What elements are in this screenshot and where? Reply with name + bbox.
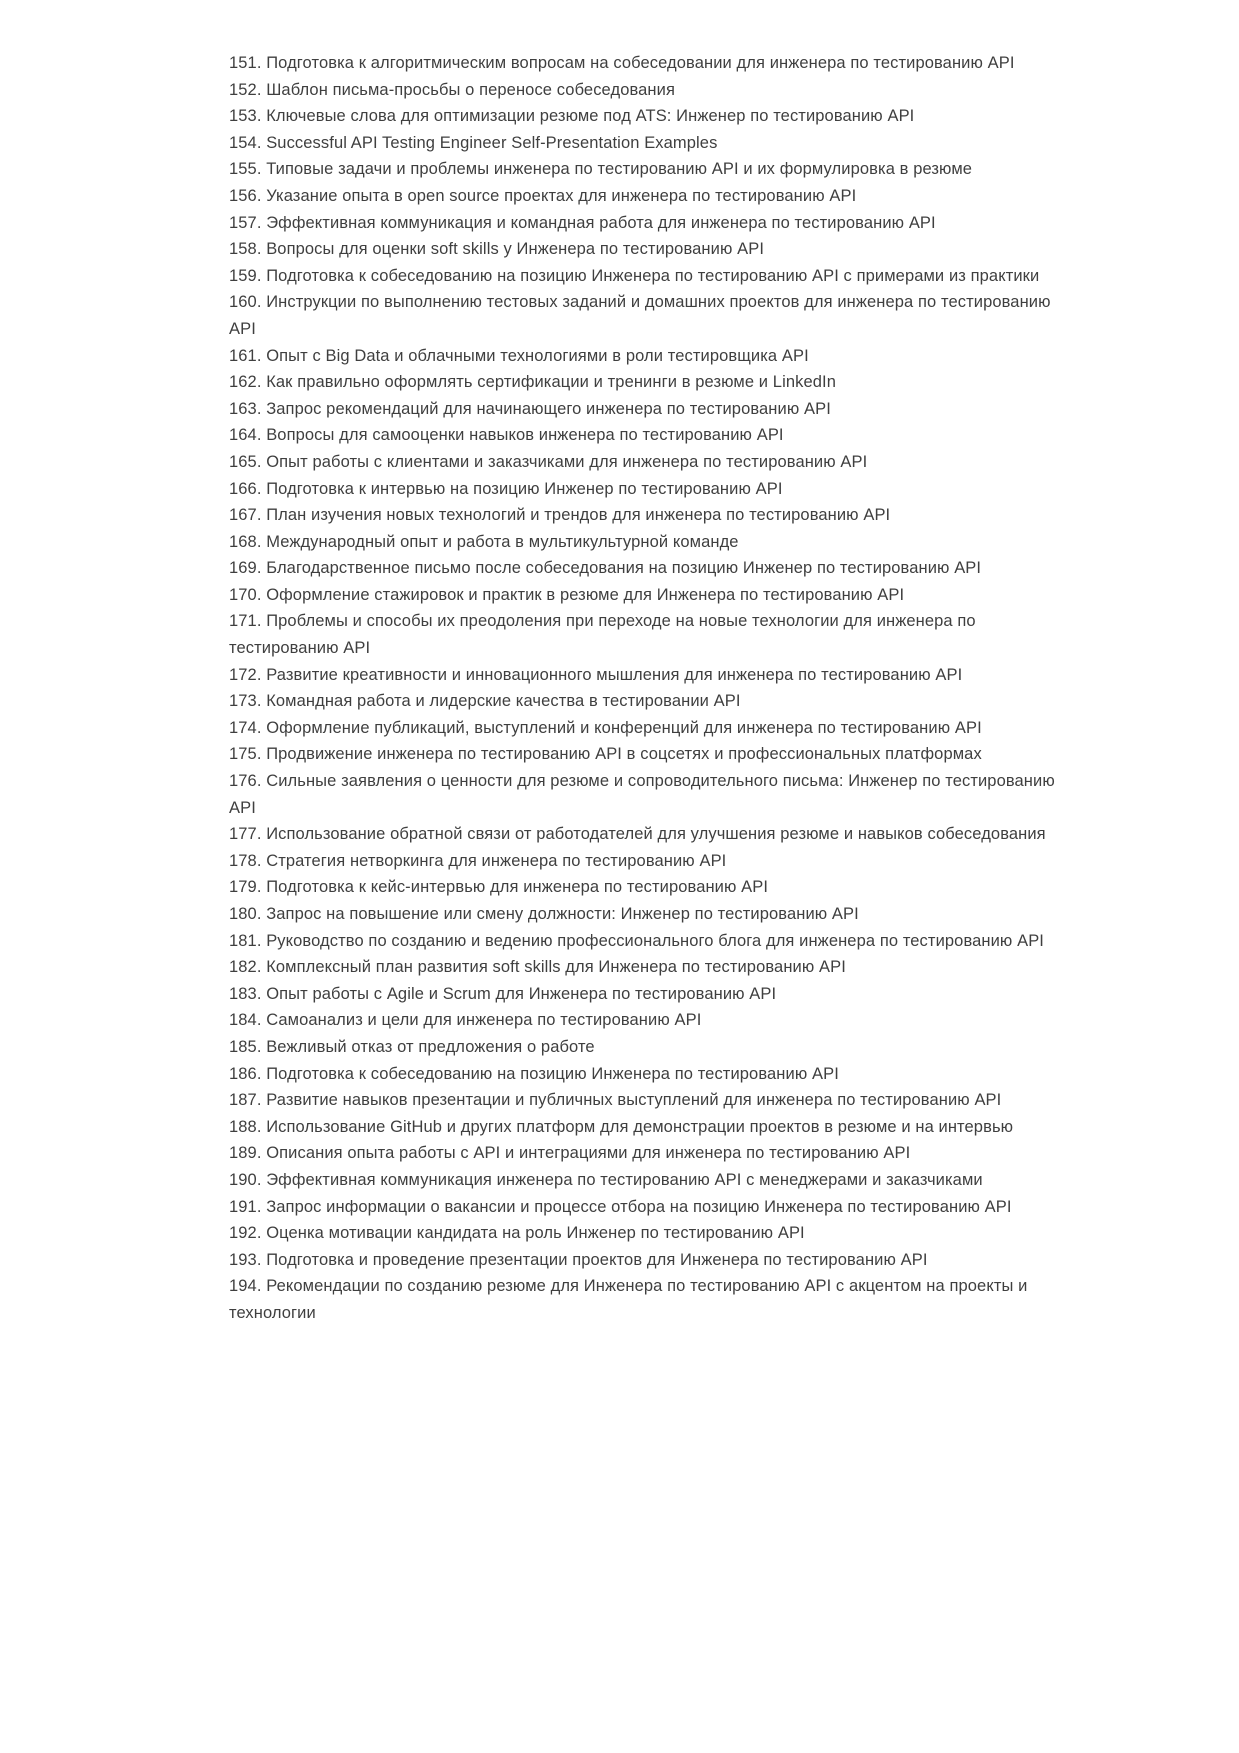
list-item: 157. Эффективная коммуникация и командная работа для инженера по тестированию API	[229, 213, 936, 232]
list-item: 158. Вопросы для оценки soft skills у Инженера по тестированию API	[229, 240, 765, 259]
list-item: 156. Указание опыта в open source проектах для инженера по тестированию API	[229, 186, 857, 205]
list-item: 175. Продвижение инженера по тестированию API в соцсетях и профессиональных платформах	[229, 745, 982, 764]
list-item: 189. Описания опыта работы с API и интеграциями для инженера по тестированию API	[229, 1144, 911, 1163]
list-item: 162. Как правильно оформлять сертификации и тренинги в резюме и LinkedIn	[229, 373, 836, 392]
list-item: 182. Комплексный план развития soft skills для Инженера по тестированию API	[229, 958, 846, 977]
list-item: 193. Подготовка и проведение презентации проектов для Инженера по тестированию API	[229, 1250, 928, 1269]
list-item: 160. Инструкции по выполнению тестовых заданий и домашних проектов для инженера по тестированию API	[229, 293, 1051, 338]
list-item: 192. Оценка мотивации кандидата на роль Инженер по тестированию API	[229, 1224, 805, 1243]
list-item: 167. План изучения новых технологий и трендов для инженера по тестированию API	[229, 506, 891, 525]
list-item: 165. Опыт работы с клиентами и заказчиками для инженера по тестированию API	[229, 452, 868, 471]
list-item: 166. Подготовка к интервью на позицию Инженер по тестированию API	[229, 479, 783, 498]
list-item: 159. Подготовка к собеседованию на позицию Инженера по тестированию API с примерами из практики	[229, 266, 1040, 285]
list-item: 176. Сильные заявления о ценности для резюме и сопроводительного письма: Инженер по тестированию API	[229, 772, 1055, 817]
list-item: 194. Рекомендации по созданию резюме для Инженера по тестированию API с акцентом на проекты и технологии	[229, 1277, 1028, 1322]
list-item: 155. Типовые задачи и проблемы инженера по тестированию API и их формулировка в резюме	[229, 160, 973, 179]
list-item: 164. Вопросы для самооценки навыков инженера по тестированию API	[229, 426, 784, 445]
list-item: 186. Подготовка к собеседованию на позицию Инженера по тестированию API	[229, 1064, 839, 1083]
list-item: 169. Благодарственное письмо после собеседования на позицию Инженер по тестированию API	[229, 559, 982, 578]
list-item: 177. Использование обратной связи от работодателей для улучшения резюме и навыков собеседования	[229, 825, 1046, 844]
list-item: 185. Вежливый отказ от предложения о работе	[229, 1037, 595, 1056]
list-item: 163. Запрос рекомендаций для начинающего инженера по тестированию API	[229, 399, 831, 418]
list-item: 154. Successful API Testing Engineer Self-Presentation Examples	[229, 133, 718, 152]
list-item: 168. Международный опыт и работа в мультикультурной команде	[229, 532, 739, 551]
list-item: 179. Подготовка к кейс-интервью для инженера по тестированию API	[229, 878, 769, 897]
list-item: 173. Командная работа и лидерские качества в тестировании API	[229, 692, 741, 711]
list-item: 151. Подготовка к алгоритмическим вопросам на собеседовании для инженера по тестированию API	[229, 54, 1015, 72]
list-item: 171. Проблемы и способы их преодоления при переходе на новые технологии для инженера по тестированию API	[229, 612, 976, 658]
list-item: 178. Стратегия нетворкинга для инженера по тестированию API	[229, 851, 727, 870]
list-item: 170. Оформление стажировок и практик в резюме для Инженера по тестированию API	[229, 585, 905, 604]
list-item: 172. Развитие креативности и инновационного мышления для инженера по тестированию API	[229, 665, 963, 684]
list-item: 174. Оформление публикаций, выступлений и конференций для инженера по тестированию API	[229, 718, 982, 737]
list-item: 180. Запрос на повышение или смену должности: Инженер по тестированию API	[229, 905, 859, 923]
numbered-list	[229, 50, 1081, 1327]
list-item: 181. Руководство по созданию и ведению профессионального блога для инженера по тестированию API	[229, 931, 1044, 950]
list-item: 161. Опыт с Big Data и облачными технологиями в роли тестировщика API	[229, 346, 809, 365]
list-item: 183. Опыт работы с Agile и Scrum для Инженера по тестированию API	[229, 984, 777, 1003]
list-item: 187. Развитие навыков презентации и публичных выступлений для инженера по тестированию API	[229, 1091, 1002, 1110]
list-item: 190. Эффективная коммуникация инженера по тестированию API с менеджерами и заказчиками	[229, 1170, 983, 1189]
list-item: 188. Использование GitHub и других платформ для демонстрации проектов в резюме и на интервью	[229, 1117, 1014, 1136]
list-item: 184. Самоанализ и цели для инженера по тестированию API	[229, 1011, 702, 1030]
list-item: 152. Шаблон письма-просьбы о переносе собеседования	[229, 80, 675, 99]
list-item: 191. Запрос информации о вакансии и процессе отбора на позицию Инженера по тестированию API	[229, 1197, 1012, 1216]
list-item: 153. Ключевые слова для оптимизации резюме под ATS: Инженер по тестированию API	[229, 107, 915, 126]
